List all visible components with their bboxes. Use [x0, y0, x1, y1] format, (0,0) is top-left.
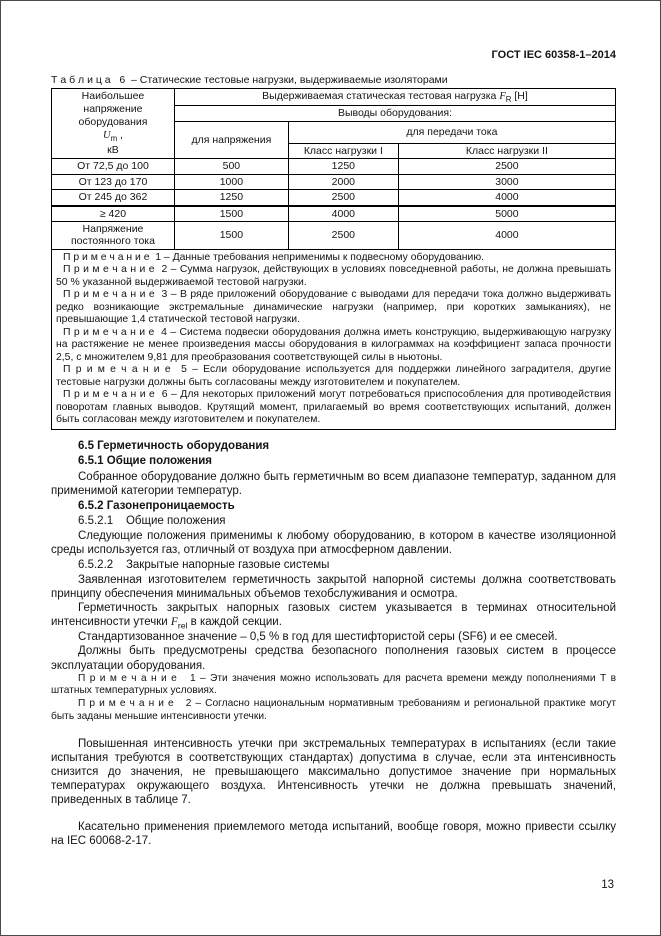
table-row — [52, 174, 616, 189]
cell-voltage-range: От 245 до 362 — [52, 190, 175, 206]
cell-voltage-range: От 123 до 170 — [52, 174, 175, 189]
header-voltage-symbol: $U_m$ , — [102, 129, 123, 144]
body-note-2: П р и м е ч а н и е 2 – Согласно национальным нормативным требованиям и региональной практике могут быть заданы меньшие интенсивности утечки. — [51, 698, 616, 723]
cell-load-voltage: 1500 — [174, 206, 288, 222]
header-cell-class1: Класс нагрузки I — [288, 144, 398, 159]
page-header — [51, 49, 616, 61]
cell-load-class1: 2500 — [288, 190, 398, 206]
header-cell-for-current: для передачи тока — [288, 121, 615, 143]
table-row — [52, 159, 616, 174]
table-caption: Т а б л и ц а 6 – Статические тестовые нагрузки, выдерживаемые изоляторами — [51, 74, 448, 86]
paragraph: Заявленная изготовителем герметичность закрытой напорной системы должна соответствовать принципу обеспечения минимальных объемов техобслуживания и осмотра. — [51, 573, 616, 600]
table-row — [52, 221, 616, 249]
section-title-6-5-2-2: 6.5.2.2 Закрытые напорные газовые системы — [78, 558, 330, 571]
doc-number: ГОСТ IEC 60358-1–2014 — [491, 49, 616, 61]
header-cell-outputs: Выводы оборудования: — [174, 106, 615, 121]
header-cell-voltage — [52, 89, 175, 159]
cell-voltage-range: От 72,5 до 100 — [52, 159, 175, 174]
table-note-4: П р и м е ч а н и е 4 – Система подвески оборудования должна иметь конструкцию, выдерживающую нагрузку на растяжение не менее произведения массы оборудования в килограммах на коэффициент запаса прочности 2,5, с множителем 9,81 для преобразования соответствующей силы в ньютоны. — [56, 326, 611, 363]
cell-load-voltage: 500 — [174, 159, 288, 174]
header-cell-load-title: Выдерживаемая статическая тестовая нагрузка $F_R$ [Н] — [174, 89, 615, 106]
header-voltage-line1: Наибольшее — [81, 90, 145, 102]
section-title-6-5-1: 6.5.1 Общие положения — [78, 455, 213, 468]
header-cell-for-voltage: для напряжения — [174, 121, 288, 159]
table-note-6: П р и м е ч а н и е 6 – Для некоторых приложений могут потребоваться приспособления для противодействия поворотам главных выводов. Крутящий момент, прилагаемый во время соответствующих испытаний, должен быть согласован между изготовителем и покупателем. — [56, 389, 611, 425]
paragraph: Касательно применения приемлемого метода испытаний, вообще говоря, можно привести ссылку на IEC 60068-2-17. — [51, 820, 616, 847]
cell-voltage-range: Напряжение постоянного тока — [52, 221, 175, 249]
paragraph: Должны быть предусмотрены средства безопасного пополнения газовых систем в процессе эксплуатации оборудования. — [51, 645, 616, 672]
table-note-3: П р и м е ч а н и е 3 – В ряде приложений оборудование с выводами для передачи тока должно выдерживать редко возникающие экстремальные динамические нагрузки (например, при коротких замыканиях), не превышающие 1,4 статической тестовой нагрузки. — [56, 289, 611, 326]
cell-load-voltage: 1250 — [174, 190, 288, 206]
cell-load-class1: 2500 — [288, 221, 398, 249]
paragraph: Собранное оборудование должно быть герметичным во всем диапазоне температур, заданном для применимой категории температур. — [51, 470, 616, 497]
document-body — [51, 439, 616, 848]
table-notes-row — [52, 249, 616, 430]
cell-load-class1: 4000 — [288, 206, 398, 222]
section-title-6-5-2-1: 6.5.2.1 Общие положения — [78, 514, 226, 527]
table-notes — [52, 249, 616, 430]
cell-load-class2: 4000 — [398, 221, 615, 249]
paragraph: Повышенная интенсивность утечки при экстремальных температурах в испытаниях (если такие испытания требуются в соответствующих стандартах) допустима в случае, если эта интенсивность снизится до значения, не превышающего максимально допустимое значение при нормальных температурах окружающего воздуха. Интенсивность утечки не должна превышать значений, приведенных в таблице 7. — [51, 737, 616, 806]
header-cell-class2: Класс нагрузки II — [398, 144, 615, 159]
body-note-1: П р и м е ч а н и е 1 – Эти значения можно использовать для расчета времени между пополнениями Т в штатных температурных условиях. — [51, 672, 616, 697]
table-note-1: П р и м е ч а н и е 1 – Данные требования неприменимы к подвесному оборудованию. — [63, 251, 485, 263]
section-title-6-5-2: 6.5.2 Газонепроницаемость — [78, 499, 235, 512]
cell-load-class2: 3000 — [398, 174, 615, 189]
table-6 — [51, 88, 616, 430]
header-voltage-line3: оборудования — [78, 116, 148, 129]
cell-load-voltage: 1000 — [174, 174, 288, 189]
page-footer — [601, 879, 614, 891]
section-title-6-5: 6.5 Герметичность оборудования — [78, 440, 270, 453]
cell-load-voltage: 1500 — [174, 221, 288, 249]
paragraph: Герметичность закрытых напорных газовых систем указывается в терминах относительной интенсивности утечки $F_{rel}$ в каждой секции. — [51, 601, 616, 630]
cell-load-class1: 2000 — [288, 174, 398, 189]
page-number: 13 — [601, 879, 614, 891]
table-note-5: П р и м е ч а н и е 5 – Если оборудование используется для поддержки линейного заградителя, другие тестовые нагрузки должны быть согласованы между изготовителем и покупателем. — [56, 364, 611, 388]
cell-load-class2: 5000 — [398, 206, 615, 222]
cell-load-class2: 4000 — [398, 190, 615, 206]
table-header-row-1 — [52, 89, 616, 106]
table-note-2: П р и м е ч а н и е 2 – Сумма нагрузок, действующих в условиях повседневной работы, не должна превышать 50 % указанной выдерживаемой тестовой нагрузки. — [56, 264, 611, 288]
cell-load-class1: 1250 — [288, 159, 398, 174]
cell-load-class2: 2500 — [398, 159, 615, 174]
cell-voltage-range: ≥ 420 — [52, 206, 175, 222]
paragraph: Стандартизованное значение – 0,5 % в год для шестифтористой серы (SF6) и ее смесей. — [78, 631, 558, 644]
paragraph: Следующие положения применимы к любому оборудованию, в котором в качестве изоляционной среды используется газ, отличный от воздуха при атмосферном давлении. — [51, 529, 616, 556]
header-voltage-unit: кВ — [107, 144, 119, 157]
table-row — [52, 206, 616, 222]
table-row — [52, 190, 616, 206]
header-voltage-line2: напряжение — [83, 103, 143, 116]
